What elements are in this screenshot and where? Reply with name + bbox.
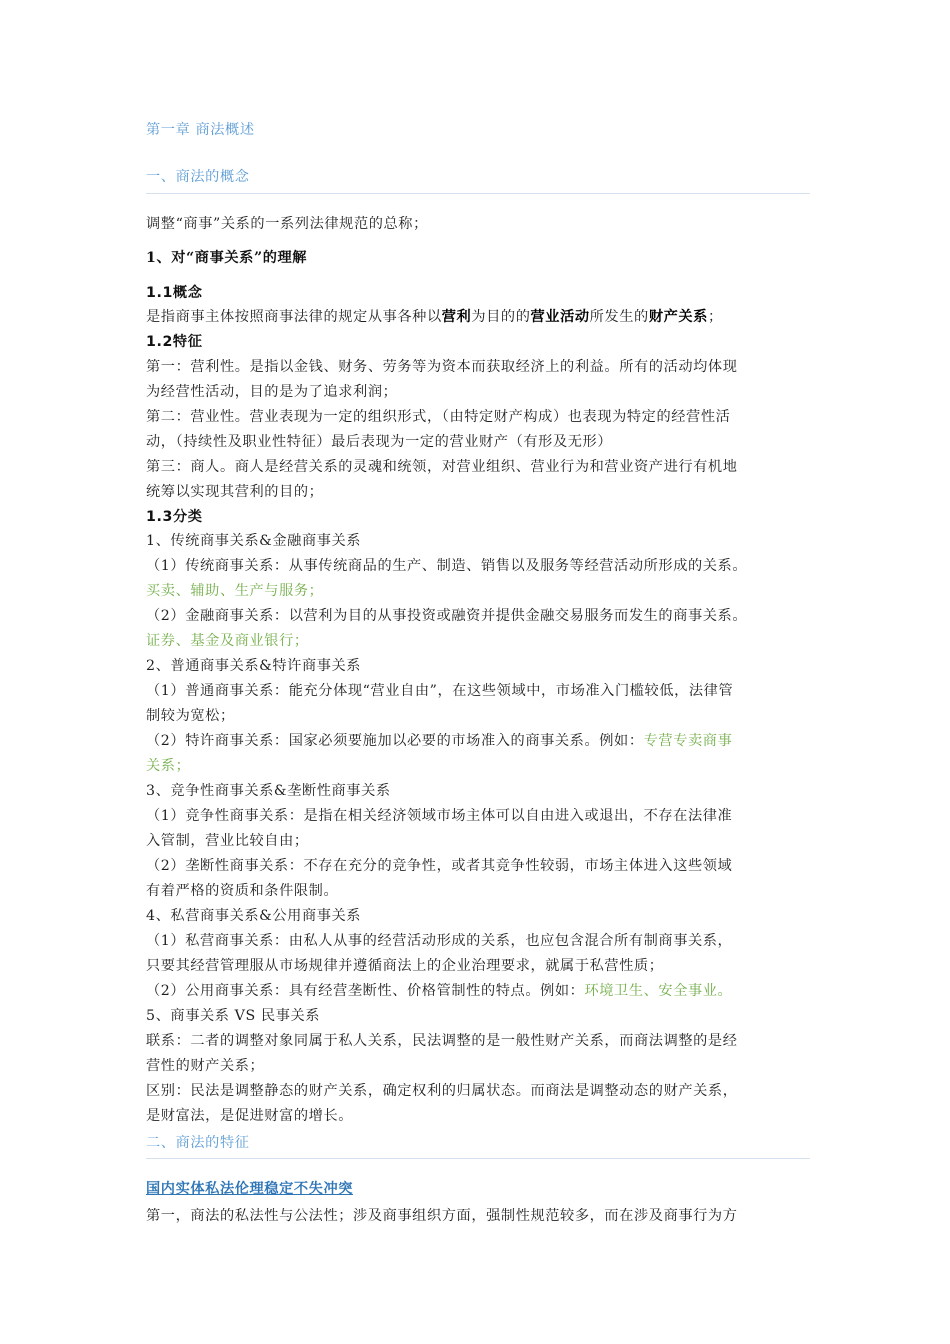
- heading-rule: [146, 193, 810, 194]
- classification-text-part: （2）特许商事关系：国家必须要施加以必要的市场准入的商事关系。例如：: [146, 733, 644, 749]
- concept-bold-property: 财产关系: [648, 309, 708, 325]
- definition-text: 调整“商事”关系的一系列法律规范的总称；: [146, 216, 428, 232]
- example-note: 买卖、辅助、生产与服务；: [146, 583, 324, 599]
- subheading-understanding: 1、对“商事关系”的理解: [146, 250, 308, 266]
- classification-text: （2）垄断性商事关系：不存在充分的竞争性，或者其竞争性较弱，市场主体进入这些领域: [146, 858, 733, 874]
- classification-text: 联系：二者的调整对象同属于私人关系，民法调整的是一般性财产关系，而商法调整的是经: [146, 1033, 738, 1049]
- classification-text: （2）金融商事关系：以营利为目的从事投资或融资并提供金融交易服务而发生的商事关系。: [146, 608, 748, 624]
- concept-text-part: 是指商事主体按照商事法律的规定从事各种以: [146, 309, 442, 325]
- feature-line: 第二：营业性。营业表现为一定的组织形式，（由特定财产构成）也表现为特定的经营性活: [146, 409, 731, 425]
- classification-text: [146, 731, 732, 751]
- section-heading-concept: 一、商法的概念: [146, 169, 250, 185]
- body-text-line: 第一，商法的私法性与公法性；涉及商事组织方面，强制性规范较多，而在涉及商事行为方: [146, 1208, 738, 1224]
- classification-text: 入管制，营业比较自由；: [146, 833, 309, 849]
- classification-title: 1、传统商事关系&金融商事关系: [146, 533, 362, 549]
- classification-text: （1）私营商事关系：由私人从事的经营活动形成的关系，也应包含混合所有制商事关系，: [146, 933, 733, 949]
- feature-line: 第一：营利性。是指以金钱、财务、劳务等为资本而获取经济上的利益。所有的活动均体现: [146, 359, 738, 375]
- chapter-title: 第一章 商法概述: [146, 122, 255, 138]
- feature-line: 为经营性活动，目的是为了追求利润；: [146, 384, 398, 400]
- concept-text-part: 所发生的: [589, 309, 649, 325]
- feature-line: 统筹以实现其营利的目的；: [146, 484, 324, 500]
- classification-title: 3、竞争性商事关系&垄断性商事关系: [146, 783, 391, 799]
- subheading-features: 1.2特征: [146, 334, 203, 350]
- classification-text-part: （2）公用商事关系：具有经营垄断性、价格管制性的特点。例如：: [146, 983, 585, 999]
- classification-text: [146, 981, 732, 1001]
- classification-title: 5、商事关系 VS 民事关系: [146, 1008, 321, 1024]
- concept-bold-profit: 营利: [441, 309, 472, 325]
- example-note: 专营专卖商事: [643, 733, 733, 749]
- concept-bold-business: 营业活动: [530, 309, 590, 325]
- example-note: 环境卫生、安全事业。: [584, 983, 733, 999]
- classification-text: 制较为宽松；: [146, 708, 235, 724]
- concept-text-part: ；: [707, 309, 723, 325]
- example-note: 证券、基金及商业银行；: [146, 633, 309, 649]
- mnemonic-link[interactable]: 国内实体私法伦理稳定不失冲突: [146, 1181, 354, 1197]
- classification-text: 营性的财产关系；: [146, 1058, 265, 1074]
- section-heading-features: 二、商法的特征: [146, 1135, 250, 1151]
- concept-text-part: 为目的的: [471, 309, 531, 325]
- classification-text: 是财富法，是促进财富的增长。: [146, 1108, 354, 1124]
- classification-text: （1）竞争性商事关系：是指在相关经济领域市场主体可以自由进入或退出，不存在法律准: [146, 808, 733, 824]
- classification-text: （1）普通商事关系：能充分体现“营业自由”，在这些领域中，市场准入门槛较低，法律管: [146, 683, 734, 699]
- classification-title: 2、普通商事关系&特许商事关系: [146, 658, 362, 674]
- classification-text: 区别：民法是调整静态的财产关系，确定权利的归属状态。而商法是调整动态的财产关系，: [146, 1083, 738, 1099]
- classification-title: 4、私营商事关系&公用商事关系: [146, 908, 362, 924]
- subheading-classification: 1.3分类: [146, 509, 203, 525]
- subheading-concept: 1.1概念: [146, 285, 203, 301]
- classification-text: 只要其经营管理服从市场规律并遵循商法上的企业治理要求，就属于私营性质；: [146, 958, 664, 974]
- classification-text: （1）传统商事关系：从事传统商品的生产、制造、销售以及服务等经营活动所形成的关系。: [146, 558, 748, 574]
- example-note: 关系；: [146, 758, 191, 774]
- feature-line: 动，（持续性及职业性特征）最后表现为一定的营业财产（有形及无形）: [146, 434, 613, 450]
- concept-text: [146, 307, 723, 327]
- feature-line: 第三：商人。商人是经营关系的灵魂和统领，对营业组织、营业行为和营业资产进行有机地: [146, 459, 738, 475]
- classification-text: 有着严格的资质和条件限制。: [146, 883, 339, 899]
- heading-rule: [146, 1158, 810, 1159]
